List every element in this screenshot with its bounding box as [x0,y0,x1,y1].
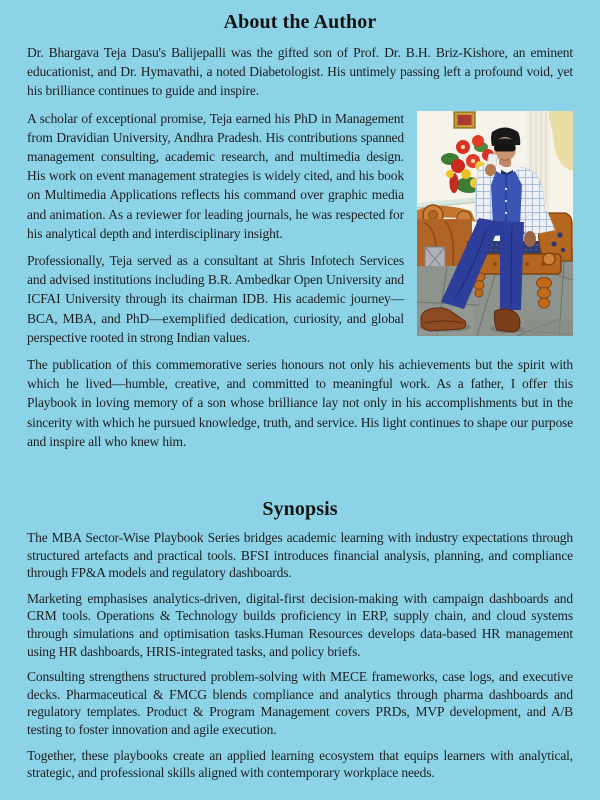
synopsis-title: Synopsis [262,498,338,521]
about-paragraph-1: Dr. Bhargava Teja Dasu's Balijepalli was the gifted son of Prof. Dr. B.H. Briz-Kishore, an eminent educationist, and Dr. Hymavathi, a noted Diabetologist. His untimely passing left a profound void, yet his brilliance continues to guide and inspire. [27,45,573,99]
about-paragraph-4: The publication of this commemorative series honours not only his achievements but the spirit with which he lived—humble, creative, and committed to meaningful work. As a father, I offer this Playbook in loving memory of a son whose brilliance lay not only in his accomplishments but in the sincerity with which he pursued knowledge, truth, and service. His light continues to shape our purpose and inspire all who knew him. [27,357,573,449]
synopsis-paragraph-1: The MBA Sector-Wise Playbook Series bridges academic learning with industry expectations through structured artefacts and practical tools. BFSI introduces financial analysis, planning, and compliance through FP&A models and regulatory dashboards. [27,530,573,581]
synopsis-paragraph-2: Marketing emphasises analytics-driven, digital-first decision-making with campaign dashboards and CRM tools. Operations & Technology builds proficiency in ERP, supply chain, and cloud systems through simulations and optimisation tasks.Human Resources develops data-based HR management using HR dashboards, HRIS-integrated tasks, and policy briefs. [27,590,573,659]
about-paragraph-3: Professionally, Teja served as a consultant at Shris Infotech Services and advised institutions including B.R. Ambedkar Open University and ICFAI University through its chairman IDB. His academic journey—BCA, MBA, and PhD—exemplified dedication, curiosity, and global perspective rooted in strong Indian values. [27,253,404,345]
synopsis-paragraph-3: Consulting strengthens structured problem-solving with MECE frameworks, case logs, and executive decks. Pharmaceutical & FMCG blends compliance and analytics through pharma dashboards and regulatory templates. Product & Program Management covers PRDs, MVP development, and A/B testing to foster innovation and agile execution. [27,669,573,737]
author-photo [417,111,573,336]
about-title: About the Author [223,11,377,33]
about-paragraph-2: A scholar of exceptional promise, Teja earned his PhD in Management from Dravidian University, Andhra Pradesh. His contributions spanned management consulting, academic research, and multimedia design. His work on event management strategies is widely cited, and his book on Multimedia Applications reflects his command over graphic media and animation. As a reviewer for leading journals, he was respected for his analytical depth and interdisciplinary insight. [27,110,404,241]
synopsis-section [27,498,573,782]
author-photo-illustration [417,111,573,336]
synopsis-paragraph-4: Together, these playbooks create an applied learning ecosystem that equips learners with analytical, strategic, and professional skills aligned with contemporary workplace needs. [27,747,573,781]
about-the-author-section [27,11,573,451]
